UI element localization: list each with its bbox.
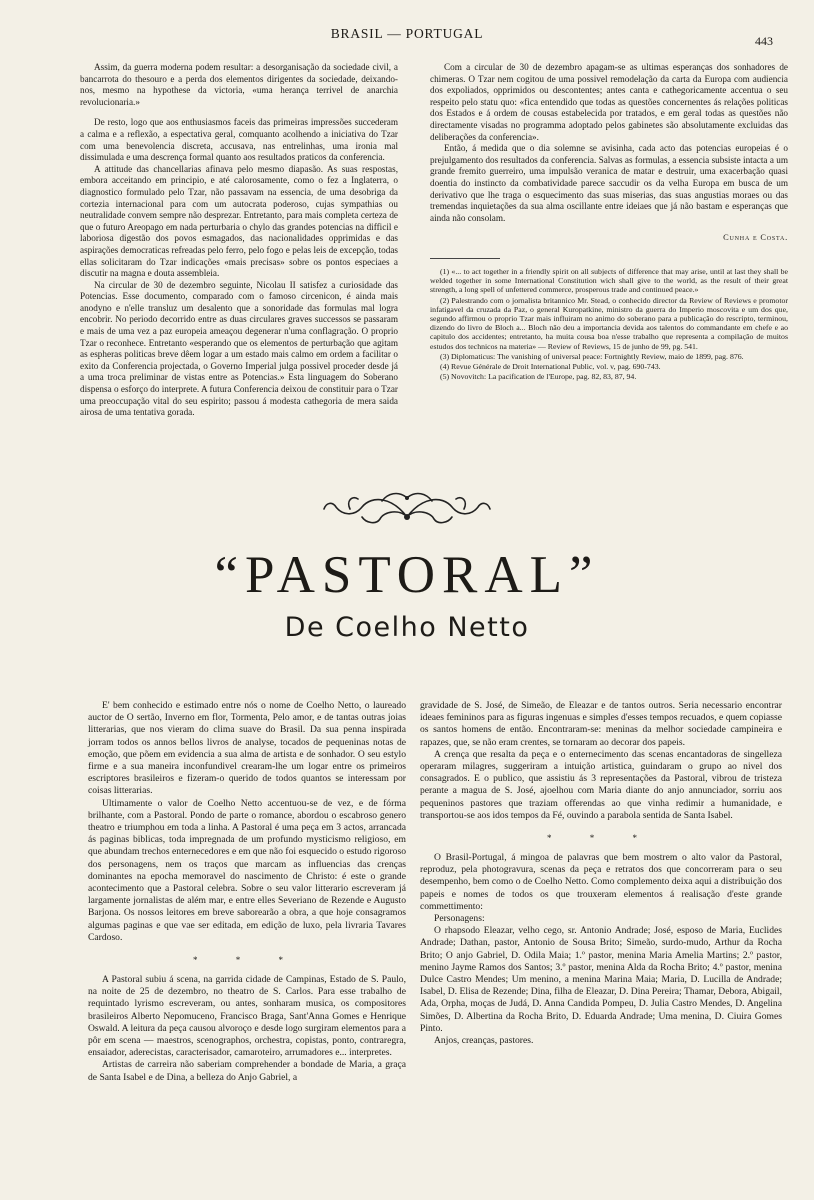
- paragraph: Com a circular de 30 de dezembro apagam-se as ultimas esperanças dos sonhadores de chimeras. O Tzar nem cogitou de uma possivel remodelação da carta da Europa com audiencia dos expoliados, opprimidos ou descontentes; antes canta e cathegoricamente accentua o seu respeito pelo statu quo: «fica entendido que todas as questões concernentes ás relações politicas dos Estados e á ordem de cousas estabelecida por tratados, e em geral todas as questões não directamente visadas no programma adoptado pelos gabinetes são absolutamente excluidas das deliberações da conferencia».: [430, 62, 788, 142]
- footnotes: [430, 267, 788, 381]
- footnote-divider: [430, 258, 500, 259]
- running-title: BRASIL — PORTUGAL: [330, 26, 484, 41]
- feature-author: De Coelho Netto: [284, 612, 530, 643]
- paragraph: De resto, logo que aos enthusiasmos faceis das primeiras impressões succederam a calma e a reflexão, a espectativa geral, comquanto acolhendo a iniciativa do Tzar com uma benevolencia discreta, accusava, nas entrelinhas, uma ironia mal dissimulada e uma descrença formal quanto aos resultados praticos da conferencia.: [80, 117, 398, 163]
- paragraph: Na circular de 30 de dezembro seguinte, Nicolau II satisfez a curiosidade das Potencias. Esse documento, comparado com o famoso circenicon, é ainda mais anodyno e n'elle transluz um desalento que a sonoridade das formulas mal logra encobrir. No periodo decorrido entre as duas circulares graves successos se passaram e mais de uma vez a paz europeia ameaçou degenerar n'uma conflagração. O proprio Tzar o reconhece. Entretanto «esperando que os elementos de perturbação que agitam as espheras politicas breve dêem logar a um estado mais calmo em ordem a facilitar o exito da Conferencia projectada, o Governo Imperial julga possivel proceder desde já a uma troca preliminar de vistas entre as Potencias.» Esta linguagem do Soberano dispensa o esforço do interprete. A futura Conferencia deixou de constituir para o Tzar uma preoccupação vital do seu espirito; passou á modesta cathegoria de mera saida airosa de uma tentativa gorada.: [80, 279, 398, 418]
- paragraph: Assim, da guerra moderna podem resultar: a desorganisação da sociedade civil, a bancarrota do thesouro e a perda dos elementos dirigentes da sociedade, deixando-nos, mesmo na hypothese da victoria, «uma herança terrivel de anarchia revolucionaria.»: [80, 62, 398, 107]
- paragraph: Ultimamente o valor de Coelho Netto accentuou-se de vez, e de fórma brilhante, com a Pastoral. Pondo de parte o romance, abordou o escabroso genero theatro e triumphou em toda a linha. A Pastoral é uma peça em 3 actos, arrancada ás paginas biblicas, toda impregnada de um profundo mysticismo religioso, em que abundam trechos enternecedores e em que não foi esquecido o estudo rigoroso dos personagens, nem os traços que marcam as influencias das crenças dominantes na epocha memoravel do nascimento de Christo: é este o grande acontecimento que a Pastoral celebra. Sobre o seu valor litterario escreveram já largamente jornalistas de além mar, e entre elles Severiano de Rezende e Augusto Barjona. Os nossos leitores em breve saborearão a obra, a que hoje consagramos algumas paginas e que vae ser editada, em edição de luxo, pela livraria Tavares Cardoso.: [88, 797, 406, 943]
- article-column-left: [80, 62, 398, 419]
- feature-column-left: [88, 700, 406, 1084]
- paragraph: Então, á medida que o dia solemne se avisinha, cada acto das potencias europeias é o prejulgamento dos resultados da conferencia. Salvas as formulas, a essencia subsiste intacta a um grande fremito guerreiro, uma impulsão veranica de matar e destruir, uma exacerbação quasi doentia do instincto da combatividade parece saccudir os da velha Europa em busca de um derivativo que lhe traga o esquecimento das suas miserias, das suas angustias moraes ou das tremendas inquietações da sua alma oscillante entre ideiaes que já não bastam e esperanças que ainda não consolam.: [430, 143, 788, 223]
- footnote: (2) Palestrando com o jornalista britannico Mr. Stead, o conhecido director da Review of Reviews e promotor infatigavel da cruzada da Paz, o general Kuropatkine, ministro da guerra do Imperio moscovita e um dos que, segundo affirmou o proprio Tzar mais influiram no animo do soberano para a publicação do rescripto, terminou, dizendo do livro de Bloch a... Bloch não deu a importancia devida aos talentos do commandante em chefe e ao capitulo dos accidentes; entretanto, ha muita cousa boa n'esse trabalho que representa a compilação de muitos estudos dos technicos na materia» — Review of Reviews, 15 de junho de 99, pg. 541.: [430, 295, 788, 351]
- feature-column-right: [420, 700, 782, 1047]
- page-number: 443: [755, 34, 773, 48]
- paragraph: gravidade de S. José, de Simeão, de Eleazar e de tantos outros. Seria necessario encontrar ideaes femininos para as figuras ingenuas e simples d'esses tempos recuados, e quem copiasse os santos homens de então. Encontraram-se: meninas da melhor sociedade campineira e rapazes, que, se não eram crentes, se tornaram ao decorar dos papeis.: [420, 700, 782, 748]
- footnote: (5) Novovitch: La pacification de l'Europe, pag. 82, 83, 87, 94.: [440, 372, 637, 382]
- footnote: (1) «... to act together in a friendly spirit on all subjects of difference that may arise, until at last they shall be welded together in some International Constitution wich shall give to the world, as the result of their great strength, a long spell of unfettered commerce, prosperous trade and continued peace.»: [430, 266, 788, 295]
- paragraph: A Pastoral subiu á scena, na garrida cidade de Campinas, Estado de S. Paulo, na noite de 25 de dezembro, no theatro de S. Carlos. Para esse trabalho de requintado lyrismo escreveram, ou antes, sonharam musica, os compositores brasileiros Alberto Nepomuceno, Francisco Braga, Sant'Anna Gomes e Henrique Oswald. A leitura da peça causou alvoroço e desde logo surgiram elementos para a pôr em scena — maestros, scenographos, orchestra, copistas, ponto, contraregra, ensaiador, aderecistas, caracterisador, camaroteiro, arrumadores e... interpretes.: [88, 974, 406, 1059]
- section-separator: * * *: [193, 955, 301, 966]
- cast-extras: Anjos, creanças, pastores.: [434, 1035, 534, 1047]
- feature-title: “PASTORAL”: [214, 546, 600, 604]
- paragraph: O Brasil-Portugal, á mingoa de palavras que bem mostrem o alto valor da Pastoral, reproduz, pela photogravura, scenas da peça e retratos dos que concorreram para o seu desempenho, bem como o de Coelho Netto. Como complemento deixa aqui a distribuição dos papeis e nomes de todos os que trouxeram elementos á realisação d'este grande commettimento:: [420, 852, 782, 912]
- footnote: (3) Diplomaticus: The vanishing of universal peace: Fortnightly Review, maio de 1899, pag. 876.: [440, 351, 744, 361]
- paragraph: Artistas de carreira não saberiam comprehender a bondade de Maria, a graça de Santa Isabel e de Dina, a belleza do Anjo Gabriel, a: [88, 1059, 406, 1083]
- footnote: (4) Revue Générale de Droit International Public, vol. v, pag. 690-743.: [440, 361, 661, 371]
- cast-list: O rhapsodo Eleazar, velho cego, sr. Antonio Andrade; José, esposo de Maria, Euclides Andrade; Dathan, pastor, Antonio de Sousa Brito; Simeão, surdo-mudo, Arthur da Rocha Brito; O anjo Gabriel, D. Odila Maia; 1.º pastor, menina Maria Amelia Martins; 2.º pastor, menino Jayme Ramos dos Santos; 3.º pastor, menina Alda da Rocha Brito; 4.º pastor, menina Dulce Castro Mendes; Um menino, a menina Marina Maia; Maria, D. Lucilla de Andrade; Isabel, D. Elisa de Rezende; Dina, filha de Eleazar, D. Dina Pereira; Thamar, Debora, Abigail, Ada, Orpha, moças de Judá, D. Anna Candida Pompeu, D. Julia Castro Mendes, D. Angelina Simões, D. Albertina da Rocha Brito, D. Eduarda Andrade; Uma menina, D. Ciuira Gomes Pinto.: [420, 925, 782, 1034]
- paragraph: A attitude das chancellarias afinava pelo mesmo diapasão. As suas respostas, embora acceitando em principio, e até calorosamente, como o fez a Inglaterra, o diagnostico formulado pelo Tzar, não passavam na essencia, de uma desobriga da cortezia internacional para com um autocrata poderoso, cujas sympathias ou neutralidade convem sempre não desprezar. Entretanto, para mais completa certeza de que o futuro Areopago em nada perturbaria o chylo das grandes potencias na difficil e laboriosa digestão dos povos esmagados, das nacionalidades opprimidas e das aspirações democraticas refreadas pelo ferro, pelo fogo e pelas leis de excepção, todas ellas solicitaram do Tzar indicações «mais precisas» sobre os pontos especiaes a discutir na magna e douta assembleia.: [80, 163, 398, 279]
- ornament-icon: [322, 487, 492, 529]
- article-column-right: [430, 62, 788, 382]
- paragraph: E' bem conhecido e estimado entre nós o nome de Coelho Netto, o laureado auctor de O sertão, Inverno em flor, Tormenta, Pelo amor, e de tantas outras joias litterarias, que nos vieram do clima suave do Brasil. Da sua penna inspirada jorram todos os annos bellos livros de analyse, tocados de pequeninas notas de emoção, que põem em evidencia a sua alma de artista e de sonhador. O seu estylo firme e a sua maneira inconfundivel crearam-lhe um logar entre os primeiros escriptores brasileiros e fizeram-o querido de todos quantos se interessam por coisas litterarias.: [88, 700, 406, 797]
- section-separator: * * *: [547, 833, 655, 844]
- paragraph: A crença que resalta da peça e o enternecimento das scenas encantadoras de singelleza operaram milagres, suggeriram a intuição artistica, guindaram o grupo ao nivel dos consagrados. E o publico, que assistiu ás 3 representações da Pastoral, vibrou de tristeza perante a magua de S. José, ajoelhou com Maria diante do anjo annunciador, sorriu aos pequeninos pastores que traziam offerendas ao que vinha redimir a humanidade, e transportou-se aos idos tempos da Fé, ouvindo a parabola sentida de Santa Isabel.: [420, 748, 782, 821]
- cast-heading: Personagens:: [434, 913, 485, 925]
- author-signature: Cunha e Costa.: [723, 233, 788, 243]
